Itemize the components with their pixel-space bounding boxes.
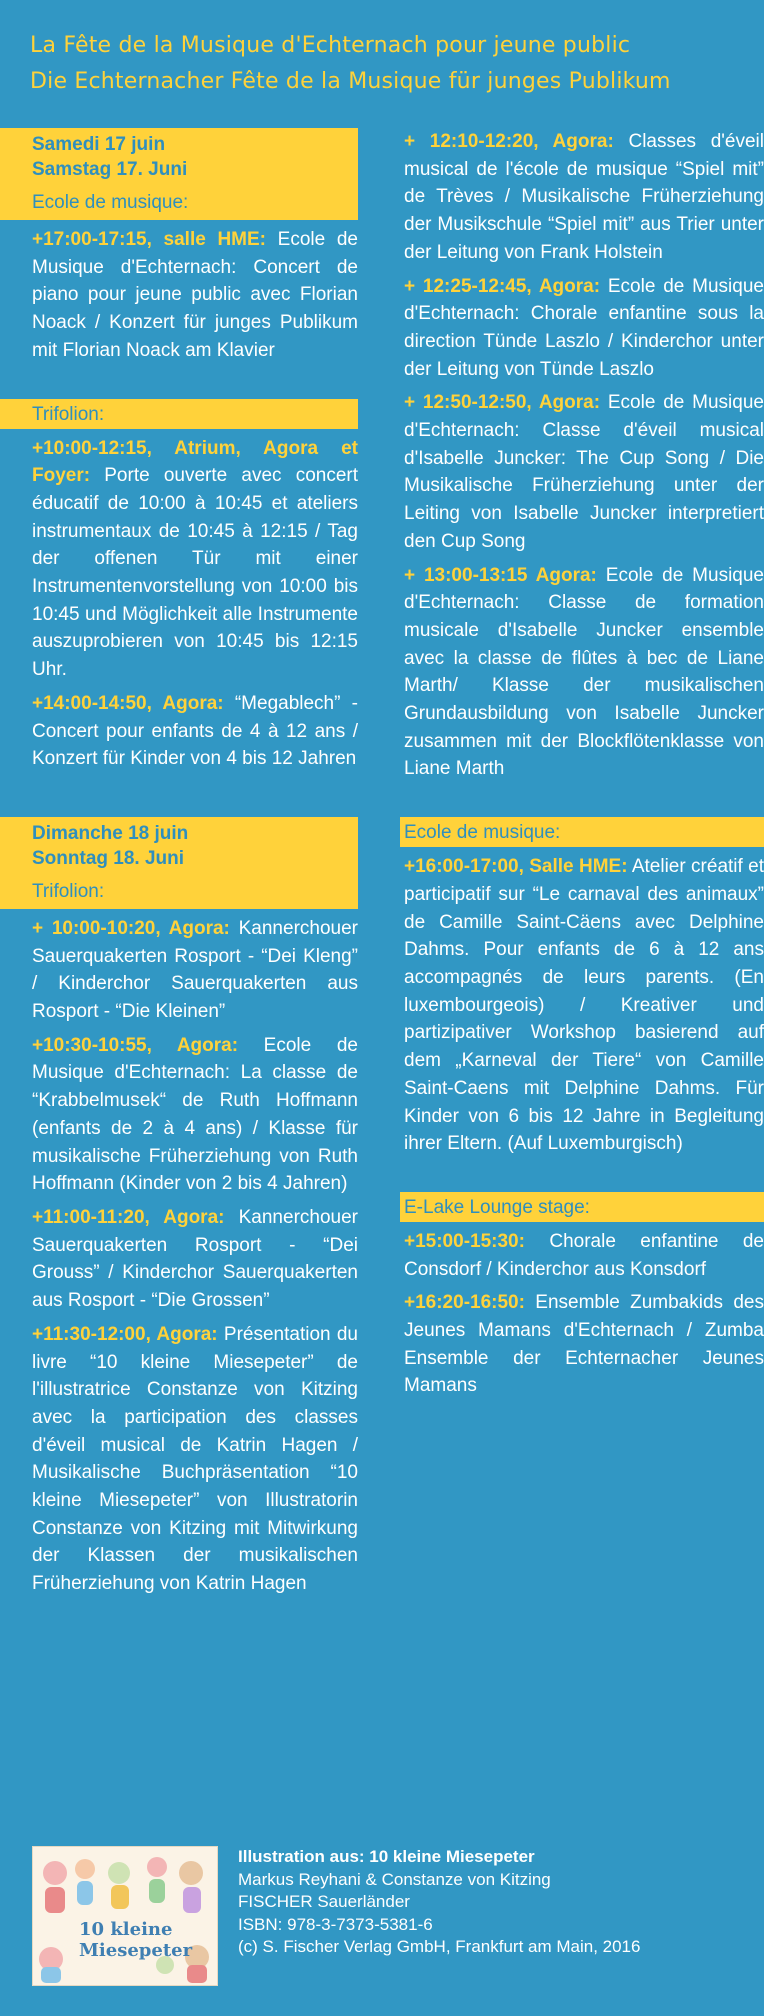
sunday-date-fr: Dimanche 18 juin xyxy=(32,822,189,844)
left-column xyxy=(0,128,358,1604)
saturday-date-fr: Samedi 17 juin xyxy=(32,134,166,155)
event-text: “Megablech” - Concert pour enfants de 4 à 12 ans / Konzert für Kinder von 4 bis 12 Jahren xyxy=(32,692,358,770)
event-entry xyxy=(400,273,764,390)
event-text: Ecole de Musique d'Echternach: Classe d'éveil musical d'Isabelle Juncker: The Cup Song / Die Musikalische Früherziehung unter der Leiting von Isabelle Juncker interpretiert den Cup Song xyxy=(404,392,764,552)
event-time: + 10:00-10:20, Agora: xyxy=(32,917,230,939)
event-text: Atelier créatif et participatif sur “Le carnaval des animaux” de Camille Saint-Cäens avec Delphine Dahms. Pour enfants de 6 à 12 ans accompagnés de leurs parents. (En luxembourgeois) / Kreativer und partizipativer Workshop basierend auf dem „Karneval der Tiere“ von Camille Saint-Caens mit Delphine Dahms. Für Kinder von 6 bis 12 Jahre in Begleitung ihrer Eltern. (Auf Luxemburgisch) xyxy=(404,856,764,1155)
event-time: + 12:10-12:20, Agora: xyxy=(404,131,614,152)
event-entry xyxy=(400,1228,764,1289)
page-header xyxy=(30,28,750,100)
credit-copyright: (c) S. Fischer Verlag GmbH, Frankfurt am Main, 2016 xyxy=(238,1937,641,1956)
credit-title: Illustration aus: 10 kleine Miesepeter xyxy=(238,1847,535,1866)
event-text: Ecole de Musique d'Echternach: La classe de “Krabbelmusek“ de Ruth Hoffmann (enfants de 2 à 4 ans) / Klasse für musikalische Früherziehung von Ruth Hoffmann (Kinder von 2 bis 4 Jahren) xyxy=(32,1034,358,1195)
saturday-date-de: Samstag 17. Juni xyxy=(32,159,188,180)
event-entry xyxy=(0,1032,358,1204)
venue-label: Ecole de musique: xyxy=(400,817,764,847)
saturday-date-band xyxy=(0,128,358,190)
venue-label: Ecole de musique: xyxy=(0,190,358,220)
event-time: + 12:25-12:45, Agora: xyxy=(404,275,601,297)
event-entry xyxy=(400,1289,764,1406)
event-entry xyxy=(0,915,358,1032)
right-column xyxy=(400,128,764,1406)
event-text: Kannerchouer Sauerquakerten Rosport - “Dei Kleng” / Kinderchor Sauerquakerten aus Rosport - “Die Kleinen” xyxy=(32,917,358,1023)
event-time: + 12:50-12:50, Agora: xyxy=(404,392,601,414)
event-text: Présentation du livre “10 kleine Miesepeter” de l'illustratrice Constanze von Kitzing avec la participation des classes d'éveil musical de Katrin Hagen / Musikalische Buchpräsentation “10 kleine Miesepeter” von Illustratorin Constanze von Kitzing mit Mitwirkung der Klassen der musikalischen Früherziehung von Katrin Hagen xyxy=(32,1323,359,1595)
event-time: +14:00-14:50, Agora: xyxy=(32,692,224,714)
venue-label: Trifolion: xyxy=(0,879,358,909)
event-time: +11:00-11:20, Agora: xyxy=(32,1206,225,1228)
event-entry xyxy=(0,690,358,779)
event-entry xyxy=(0,226,358,371)
event-entry xyxy=(0,1204,358,1321)
header-line-fr: La Fête de la Musique d'Echternach pour jeune public xyxy=(30,33,631,58)
event-time: +16:20-16:50: xyxy=(404,1292,525,1314)
event-time: +10:30-10:55, Agora: xyxy=(32,1034,239,1056)
event-time: +10:00-12:15, Atrium, Agora et Foyer: xyxy=(32,437,358,487)
event-entry xyxy=(400,853,764,1164)
footer xyxy=(32,1846,744,1984)
event-text: Classes d'éveil musical de l'école de musique “Spiel mit” de Trèves / Musikalische Früherziehung der Musikschule “Spiel mit” aus Trier unter der Leitung von Frank Holstein xyxy=(404,131,764,263)
event-text: Chorale enfantine de Consdorf / Kinderchor aus Konsdorf xyxy=(404,1230,764,1280)
event-entry xyxy=(0,435,358,690)
event-text: Ecole de Musique d'Echternach: Chorale enfantine sous la direction Tünde Laszlo / Kinderchor unter der Leitung von Tünde Laszlo xyxy=(404,275,764,380)
event-text: Ecole de Musique d'Echternach: Concert de piano pour jeune public avec Florian Noack / Konzert für junges Publikum mit Florian Noack am Klavier xyxy=(32,229,358,361)
book-cover-image xyxy=(32,1846,218,1986)
event-entry xyxy=(400,128,764,273)
event-time: + 13:00-13:15 Agora: xyxy=(404,564,597,586)
credit-isbn: ISBN: 978-3-7373-5381-6 xyxy=(238,1914,433,1934)
event-text: Kannerchouer Sauerquakerten Rosport - “Dei Grouss” / Kinderchor Sauerquakerten aus Rosport - “Die Grossen” xyxy=(32,1206,358,1312)
event-entry xyxy=(400,389,764,561)
event-entry xyxy=(0,1321,358,1604)
sunday-date-band xyxy=(0,817,358,879)
event-text: Ensemble Zumbakids des Jeunes Mamans d'Echternach / Zumba Ensemble der Echternacher Jeunes Mamans xyxy=(404,1292,764,1397)
credit-authors: Markus Reyhani & Constanze von Kitzing xyxy=(238,1869,551,1889)
event-entry xyxy=(400,562,764,790)
sunday-date-de: Sonntag 18. Juni xyxy=(32,847,185,869)
header-line-de: Die Echternacher Fête de la Musique für junges Publikum xyxy=(30,69,671,94)
event-time: +17:00-17:15, salle HME: xyxy=(32,229,267,250)
event-text: Ecole de Musique d'Echternach: Classe de formation musicale d'Isabelle Juncker ensemble avec la classe de flûtes à bec de Liane Marth/ Klasse der musikalischen Grundausbildung von Isabelle Juncker zusammen mit der Blockflötenklasse von Liane Marth xyxy=(404,564,764,780)
venue-label: Trifolion: xyxy=(0,399,358,429)
event-text: Porte ouverte avec concert éducatif de 10:00 à 10:45 et ateliers instrumentaux de 10:45 à 12:15 / Tag der offenen Tür mit einer Instrumentenvorstellung von 10:00 bis 10:45 und Möglichkeit alle Instrumente auszuprobieren von 10:45 bis 12:15 Uhr. xyxy=(32,465,358,681)
book-credits xyxy=(238,1846,738,1959)
book-characters-illustration xyxy=(33,1847,217,1985)
event-time: +16:00-17:00, Salle HME: xyxy=(404,856,628,878)
event-time: +15:00-15:30: xyxy=(404,1230,525,1252)
venue-label: E-Lake Lounge stage: xyxy=(400,1192,764,1222)
event-time: +11:30-12:00, Agora: xyxy=(32,1323,218,1345)
book-cover-title: 10 kleine Miesepeter xyxy=(79,1919,193,1961)
credit-publisher: FISCHER Sauerländer xyxy=(238,1892,410,1911)
